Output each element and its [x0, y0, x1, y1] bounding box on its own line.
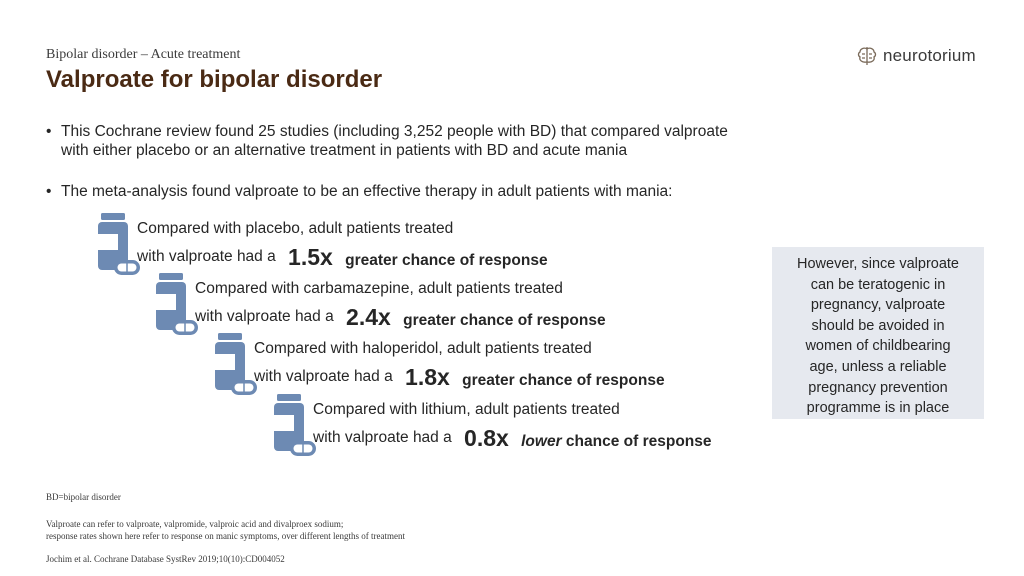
note-line: However, since valproate [797, 256, 959, 272]
response-desc-text: greater chance of response [462, 372, 665, 389]
pill-bottle-icon [94, 213, 140, 277]
note-line: programme is in place [806, 400, 950, 417]
pill-bottle-icon [270, 394, 316, 458]
subtitle: Bipolar disorder – Acute treatment [46, 47, 241, 62]
comparison-text-lead: with valproate had a [313, 429, 452, 446]
brain-icon [856, 45, 878, 67]
response-desc-text: greater chance of response [403, 312, 606, 329]
note-line: can be teratogenic in [810, 276, 946, 293]
footnote-reference: Jochim et al. Cochrane Database SystRev 2019;10(10):CD004052 [46, 554, 285, 564]
teratogenic-warning-box [772, 247, 984, 419]
pill-bottle-icon [211, 333, 257, 397]
response-description [521, 433, 711, 450]
comparison-text-lead: with valproate had a [195, 308, 334, 325]
bullet-dot: • [46, 183, 52, 200]
comparison-text: Compared with carbamazepine, adult patients treated [195, 280, 563, 297]
logo [856, 44, 976, 68]
response-description [403, 312, 605, 329]
response-desc-text: chance of response [561, 433, 712, 450]
comparison-text: Compared with placebo, adult patients treated [137, 220, 454, 237]
response-ratio: 0.8x [464, 425, 509, 451]
pill-bottle-icon [152, 273, 198, 337]
footnote-note-line1: Valproate can refer to valproate, valpromide, valproic acid and divalproex sodium; [46, 519, 344, 529]
response-emphasis: lower [521, 433, 562, 450]
comparison-text-lead: with valproate had a [137, 248, 276, 265]
bullet-dot: • [46, 123, 52, 140]
footnote-abbreviation: BD=bipolar disorder [46, 492, 121, 502]
bullet-meta-analysis [46, 182, 806, 202]
response-description [462, 372, 664, 389]
response-ratio: 1.5x [288, 244, 333, 270]
page-title: Valproate for bipolar disorder [46, 66, 383, 93]
logo-text: neurotorium [883, 46, 976, 65]
footnote-note [46, 518, 405, 542]
bullet-text-line2: with either placebo or an alternative treatment in patients with BD and acute mania [61, 142, 628, 159]
response-ratio: 1.8x [405, 364, 450, 390]
response-description [345, 252, 547, 269]
response-desc-text: greater chance of response [345, 252, 548, 269]
note-line: pregnancy, valproate [810, 297, 946, 314]
footnote-note-line2: response rates shown here refer to response on manic symptoms, over different lengths of treatment [46, 531, 405, 541]
comparison-text-lead: with valproate had a [254, 368, 393, 385]
note-line: should be avoided in [811, 317, 945, 334]
note-line: age, unless a reliable [809, 358, 947, 375]
bullet-text-line1: This Cochrane review found 25 studies (including 3,252 people with BD) that compared valproate [61, 123, 728, 140]
bullet-review [46, 122, 806, 162]
comparison-text: Compared with lithium, adult patients treated [313, 401, 620, 418]
note-line: women of childbearing [805, 338, 951, 355]
comparison-text: Compared with haloperidol, adult patients treated [254, 340, 592, 357]
response-ratio: 2.4x [346, 304, 391, 330]
note-line: pregnancy prevention [808, 379, 948, 396]
bullet-text: The meta-analysis found valproate to be an effective therapy in adult patients with mania: [61, 183, 673, 200]
